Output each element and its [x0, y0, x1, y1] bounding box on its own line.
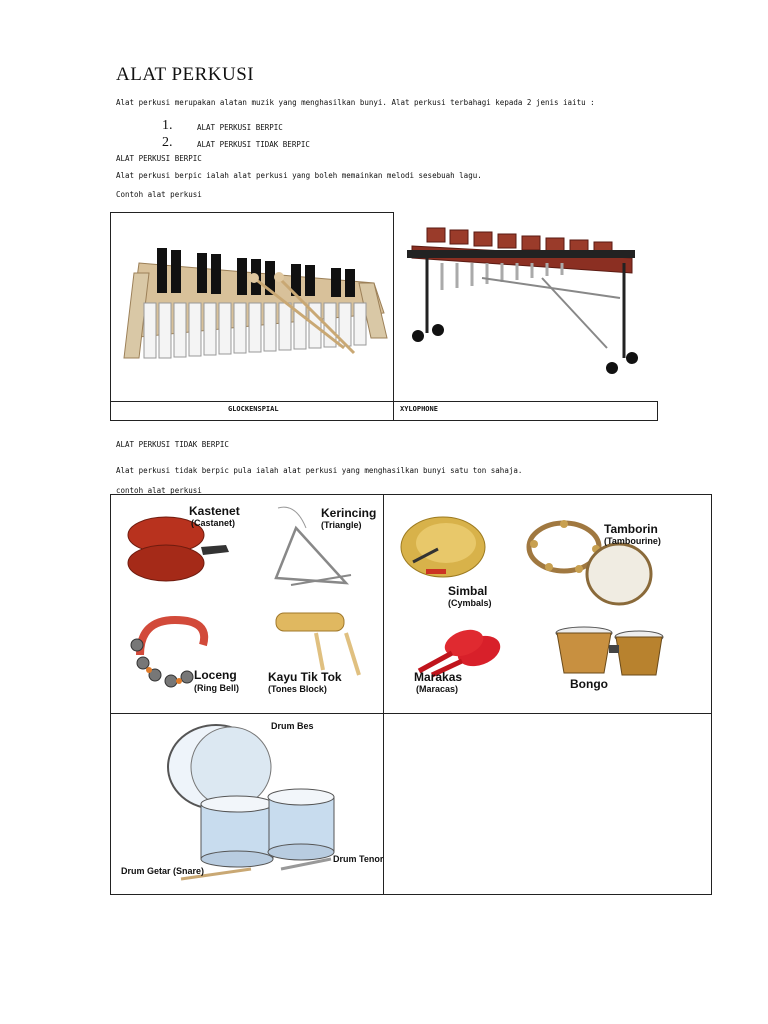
glockenspiel-image — [119, 243, 389, 363]
intro-text: Alat perkusi merupakan alatan muzik yang menghasilkan bunyi. Alat perkusi terbahagi kepada 2 jenis iaitu : — [116, 98, 595, 107]
empty-cell — [383, 713, 712, 895]
bongo-label: Bongo — [570, 677, 608, 691]
kastenet-label: Kastenet — [189, 504, 240, 518]
section2-desc: Alat perkusi tidak berpic pula ialah alat perkusi yang menghasilkan bunyi satu ton sahaja. — [116, 466, 523, 475]
xylophone-caption: XYLOPHONE — [400, 405, 438, 413]
drum-tenor-label: Drum Tenor — [333, 854, 384, 864]
kayu-label: Kayu Tik Tok — [268, 670, 342, 684]
xylophone-image — [402, 218, 647, 388]
glockenspiel-cell — [110, 212, 394, 402]
page-title: ALAT PERKUSI — [116, 64, 255, 85]
list-number-2: 2. — [162, 135, 173, 150]
kayu-en-label: (Tones Block) — [268, 684, 327, 694]
list-item-1: ALAT PERKUSI BERPIC — [197, 123, 283, 132]
tamborin-en-label: (Tambourine) — [604, 536, 661, 546]
xylophone-caption-cell — [393, 401, 658, 421]
drum-bes-label: Drum Bes — [271, 721, 314, 731]
marakas-label: Marakas — [414, 670, 463, 684]
drum-getar-label: Drum Getar (Snare) — [121, 866, 205, 876]
list-number-1: 1. — [162, 118, 173, 133]
section2-heading: ALAT PERKUSI TIDAK BERPIC — [116, 440, 229, 449]
tone-block-image — [271, 605, 371, 680]
loceng-label: Loceng — [194, 668, 237, 682]
simbal-label: Simbal — [448, 584, 488, 598]
section1-desc: Alat perkusi berpic ialah alat perkusi yang boleh memainkan melodi sesebuah lagu. — [116, 171, 482, 180]
section1-example-label: Contoh alat perkusi — [116, 190, 202, 199]
bongo-image — [554, 625, 669, 680]
section1-heading: ALAT PERKUSI BERPIC — [116, 154, 202, 163]
kastenet-en-label: (Castanet) — [191, 518, 236, 528]
simbal-en-label: (Cymbals) — [448, 598, 492, 608]
marakas-en-label: (Maracas) — [416, 684, 459, 694]
loceng-en-label: (Ring Bell) — [194, 683, 239, 693]
glockenspiel-caption: GLOCKENSPIAL — [228, 405, 279, 413]
cell-simbal-group — [383, 494, 712, 714]
xylophone-cell — [393, 212, 658, 402]
cell-kastenet-group — [110, 494, 384, 714]
section2-example-label: contoh alat perkusi — [116, 486, 202, 495]
kerincing-label: Kerincing — [321, 506, 377, 520]
list-item-2: ALAT PERKUSI TIDAK BERPIC — [197, 140, 310, 149]
cymbals-image — [398, 507, 493, 587]
tamborin-label: Tamborin — [604, 522, 658, 536]
glockenspiel-caption-cell — [110, 401, 394, 421]
kerincing-en-label: (Triangle) — [321, 520, 362, 530]
cell-drum-group — [110, 713, 384, 895]
